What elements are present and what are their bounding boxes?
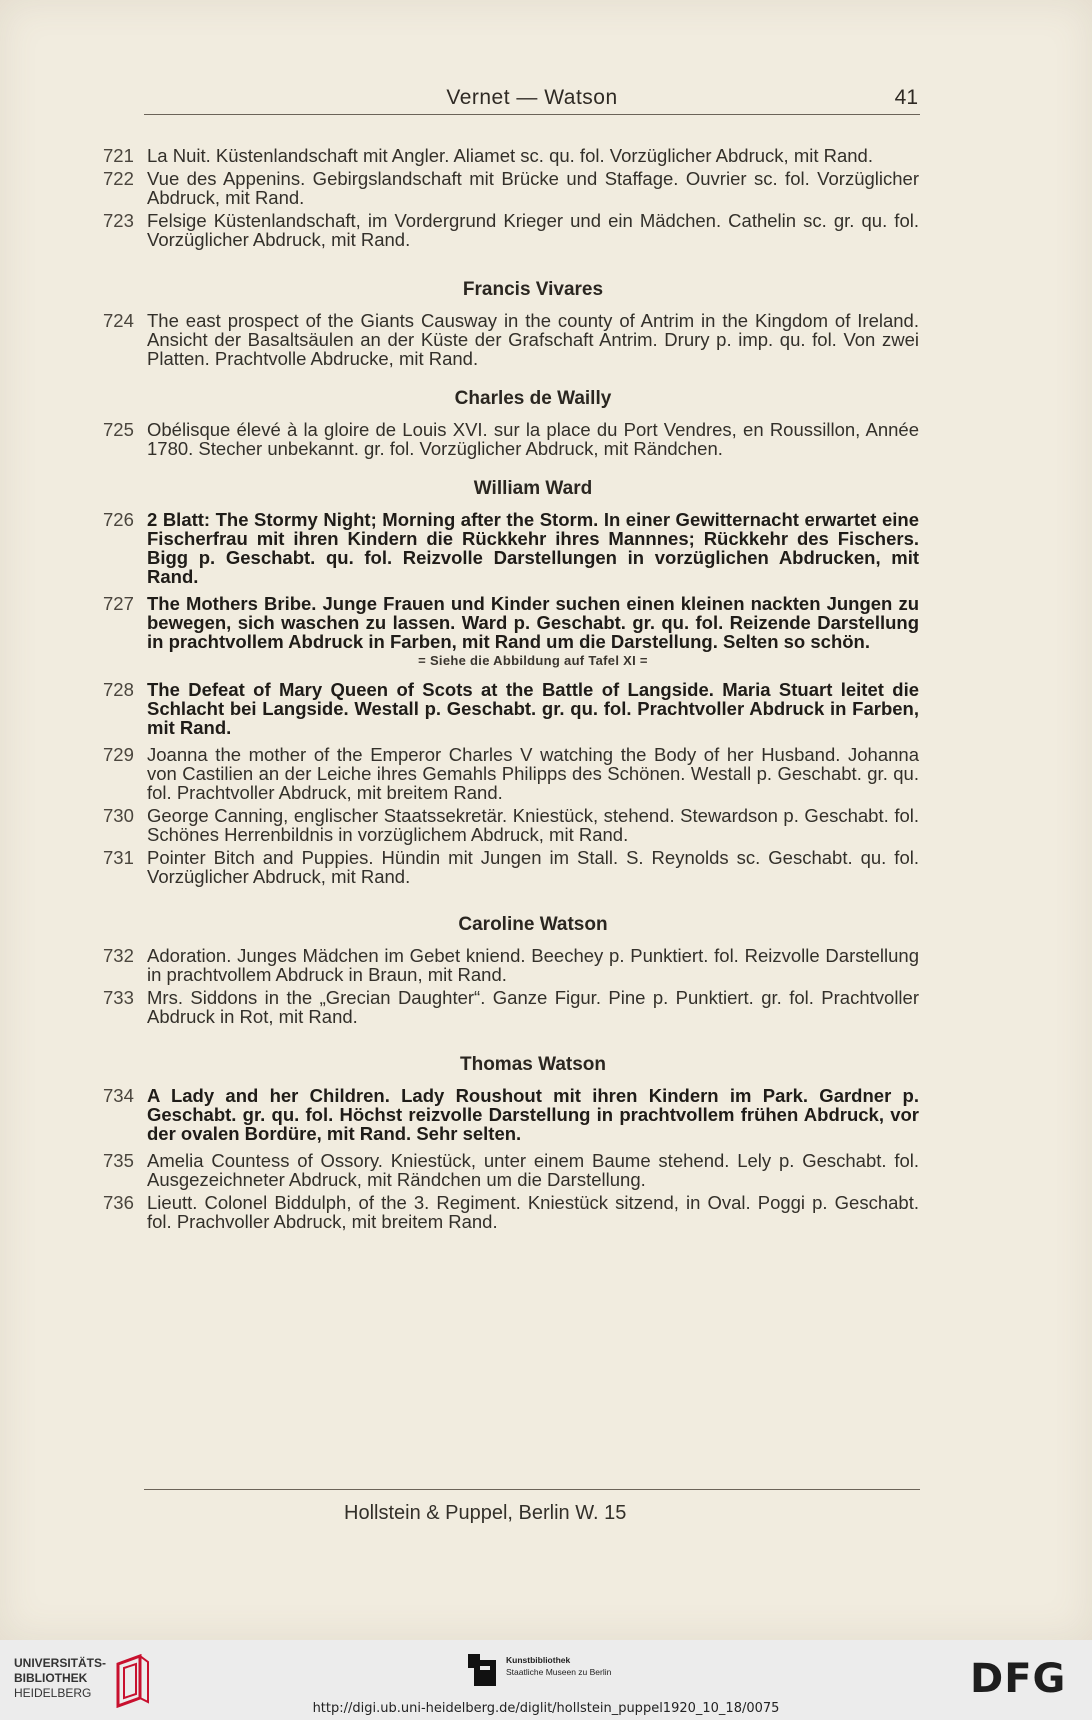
entry-group-vernet bbox=[103, 146, 919, 249]
entry-text: Obélisque élevé à la gloire de Louis XVI. sur la place du Port Vendres, en Roussillon, Année 1780. Stecher unbekannt. gr. fol. Vorzüglicher Abdruck, mit Rändchen. bbox=[147, 419, 919, 459]
catalogue-entry bbox=[103, 1193, 919, 1231]
publisher-imprint: Hollstein & Puppel, Berlin W. 15 bbox=[344, 1502, 627, 1524]
artist-heading: Francis Vivares bbox=[462, 279, 604, 300]
entry-text: 2 Blatt: The Stormy Night; Morning after the Storm. In einer Gewitternacht erwartet eine Fischerfrau mit ihren Kindern die Rückkehr ihres Mannnes; Rückkehr des Fischers. Bigg p. Geschabt. qu. fol. Reizvolle Darstellungen in vorzüglichen Abdrucken, mit Rand. bbox=[147, 509, 919, 587]
catalogue-body bbox=[103, 146, 919, 1235]
catalogue-entry bbox=[103, 211, 919, 249]
dfg-logo[interactable]: DFG bbox=[970, 1656, 1067, 1702]
artist-heading: William Ward bbox=[473, 478, 593, 499]
entry-number: 726 bbox=[103, 509, 134, 530]
artist-heading: Caroline Watson bbox=[458, 914, 608, 935]
entry-number: 729 bbox=[103, 744, 134, 765]
uni-line-2: BIBLIOTHEK bbox=[14, 1671, 88, 1685]
entry-number: 732 bbox=[103, 945, 134, 966]
catalogue-entry bbox=[103, 594, 919, 651]
catalogue-entry bbox=[103, 1151, 919, 1189]
university-library-logo[interactable] bbox=[14, 1652, 154, 1708]
kunstbibliothek-logo[interactable] bbox=[466, 1652, 676, 1692]
entry-text: A Lady and her Children. Lady Roushout mit ihren Kindern im Park. Gardner p. Geschabt. gr. qu. fol. Höchst reizvolle Darstellung in prachtvollem frühen Abdruck, vor der ovalen Bordüre, mit Rand. Sehr selten. bbox=[147, 1085, 919, 1144]
entry-text: Amelia Countess of Ossory. Kniestück, unter einem Baume stehend. Lely p. Geschabt. fol. Ausgezeichneter Abdruck, mit Rändchen um die Darstellung. bbox=[147, 1150, 919, 1190]
kb-line-1: Kunstbibliothek bbox=[506, 1655, 571, 1665]
viewer-footer-bar bbox=[0, 1640, 1092, 1720]
catalogue-entry bbox=[103, 946, 919, 984]
catalogue-entry bbox=[103, 988, 919, 1026]
entry-number: 731 bbox=[103, 847, 134, 868]
entry-number: 728 bbox=[103, 679, 134, 700]
catalogue-entry bbox=[103, 510, 919, 586]
entry-text: The Defeat of Mary Queen of Scots at the Battle of Langside. Maria Stuart leitet die Schlacht bei Langside. Westall p. Geschabt. gr. qu. fol. Prachtvoller Abdruck in Farben, mit Rand. bbox=[147, 679, 919, 738]
catalogue-entry bbox=[103, 146, 919, 165]
entry-number: 727 bbox=[103, 593, 134, 614]
entry-text: Lieutt. Colonel Biddulph, of the 3. Regiment. Kniestück sitzend, in Oval. Poggi p. Geschabt. fol. Prachvoller Abdruck, mit breitem Rand. bbox=[147, 1192, 919, 1232]
entry-number: 736 bbox=[103, 1192, 134, 1213]
entry-number: 730 bbox=[103, 805, 134, 826]
uni-line-1: UNIVERSITÄTS- bbox=[14, 1656, 107, 1670]
page-header bbox=[144, 84, 920, 115]
entry-text: Vue des Appenins. Gebirgslandschaft mit Brücke und Staffage. Ouvrier sc. fol. Vorzüglicher Abdruck, mit Rand. bbox=[147, 168, 919, 208]
entry-number: 733 bbox=[103, 987, 134, 1008]
entry-number: 724 bbox=[103, 310, 134, 331]
permalink-url[interactable]: http://digi.ub.uni-heidelberg.de/diglit/hollstein_puppel1920_10_18/0075 bbox=[312, 1701, 780, 1716]
catalogue-entry bbox=[103, 1086, 919, 1143]
entry-number: 734 bbox=[103, 1085, 134, 1106]
kunstbibliothek-name bbox=[506, 1654, 611, 1678]
page-number: 41 bbox=[894, 86, 918, 109]
catalogue-entry bbox=[103, 420, 919, 458]
entry-number: 735 bbox=[103, 1150, 134, 1171]
entry-text: Joanna the mother of the Emperor Charles V watching the Body of her Husband. Johanna von Castilien an der Leiche ihres Gemahls Philipps des Schönen. Westall p. Geschabt. gr. qu. fol. Prachtvoller Abdruck, mit breitem Rand. bbox=[147, 744, 919, 803]
catalogue-entry bbox=[103, 745, 919, 802]
catalogue-entry bbox=[103, 848, 919, 886]
entry-number: 722 bbox=[103, 168, 134, 189]
entry-text: Pointer Bitch and Puppies. Hündin mit Jungen im Stall. S. Reynolds sc. Geschabt. qu. fol. Vorzüglicher Abdruck, mit Rand. bbox=[147, 847, 919, 887]
entry-text: La Nuit. Küstenlandschaft mit Angler. Aliamet sc. qu. fol. Vorzüglicher Abdruck, mit Rand. bbox=[147, 145, 873, 166]
kb-line-2: Staatliche Museen zu Berlin bbox=[506, 1667, 612, 1677]
entry-text: The east prospect of the Giants Causway in the county of Antrim in the Kingdom of Ireland. Ansicht der Basaltsäulen an der Küste der Grafschaft Antrim. Drury p. imp. qu. fol. Von zwei Platten. Prachtvolle Abdrucke, mit Rand. bbox=[147, 310, 919, 369]
footer-rule bbox=[144, 1489, 920, 1490]
university-emblem-icon bbox=[110, 1654, 152, 1708]
entry-number: 725 bbox=[103, 419, 134, 440]
entry-text: George Canning, englischer Staatssekretär. Kniestück, stehend. Stewardson p. Geschabt. fol. Schönes Herrenbildnis in vorzüglichem Abdruck, mit Rand. bbox=[147, 805, 919, 845]
entry-text: Felsige Küstenlandschaft, im Vordergrund Krieger und ein Mädchen. Cathelin sc. gr. qu. fol. Vorzüglicher Abdruck, mit Rand. bbox=[147, 210, 919, 250]
university-library-name bbox=[14, 1656, 106, 1701]
artist-heading: Thomas Watson bbox=[459, 1054, 607, 1075]
catalogue-entry bbox=[103, 806, 919, 844]
entry-text: Mrs. Siddons in the „Grecian Daughter“. Ganze Figur. Pine p. Punktiert. gr. fol. Prachtvoller Abdruck in Rot, mit Rand. bbox=[147, 987, 919, 1027]
catalogue-entry bbox=[103, 680, 919, 737]
entry-number: 723 bbox=[103, 210, 134, 231]
catalogue-entry bbox=[103, 169, 919, 207]
entry-number: 721 bbox=[103, 145, 134, 166]
plate-reference-note: = Siehe die Abbildung auf Tafel XI = bbox=[418, 653, 648, 668]
uni-line-3: HEIDELBERG bbox=[14, 1686, 92, 1700]
kunstbibliothek-emblem-icon bbox=[466, 1652, 498, 1688]
running-title: Vernet — Watson bbox=[446, 86, 618, 109]
artist-heading: Charles de Wailly bbox=[454, 388, 612, 409]
entry-text: Adoration. Junges Mädchen im Gebet kniend. Beechey p. Punktiert. fol. Reizvolle Darstellung in prachtvollem Abdruck in Braun, mit Rand. bbox=[147, 945, 919, 985]
entry-text: The Mothers Bribe. Junge Frauen und Kinder suchen einen kleinen nackten Jungen zu bewegen, sich waschen zu lassen. Ward p. Geschabt. gr. qu. fol. Reizende Darstellung in prachtvollem Abdruck in Farben, mit Rand um die Darstellung. Selten so schön. bbox=[147, 593, 919, 652]
catalogue-entry bbox=[103, 311, 919, 368]
